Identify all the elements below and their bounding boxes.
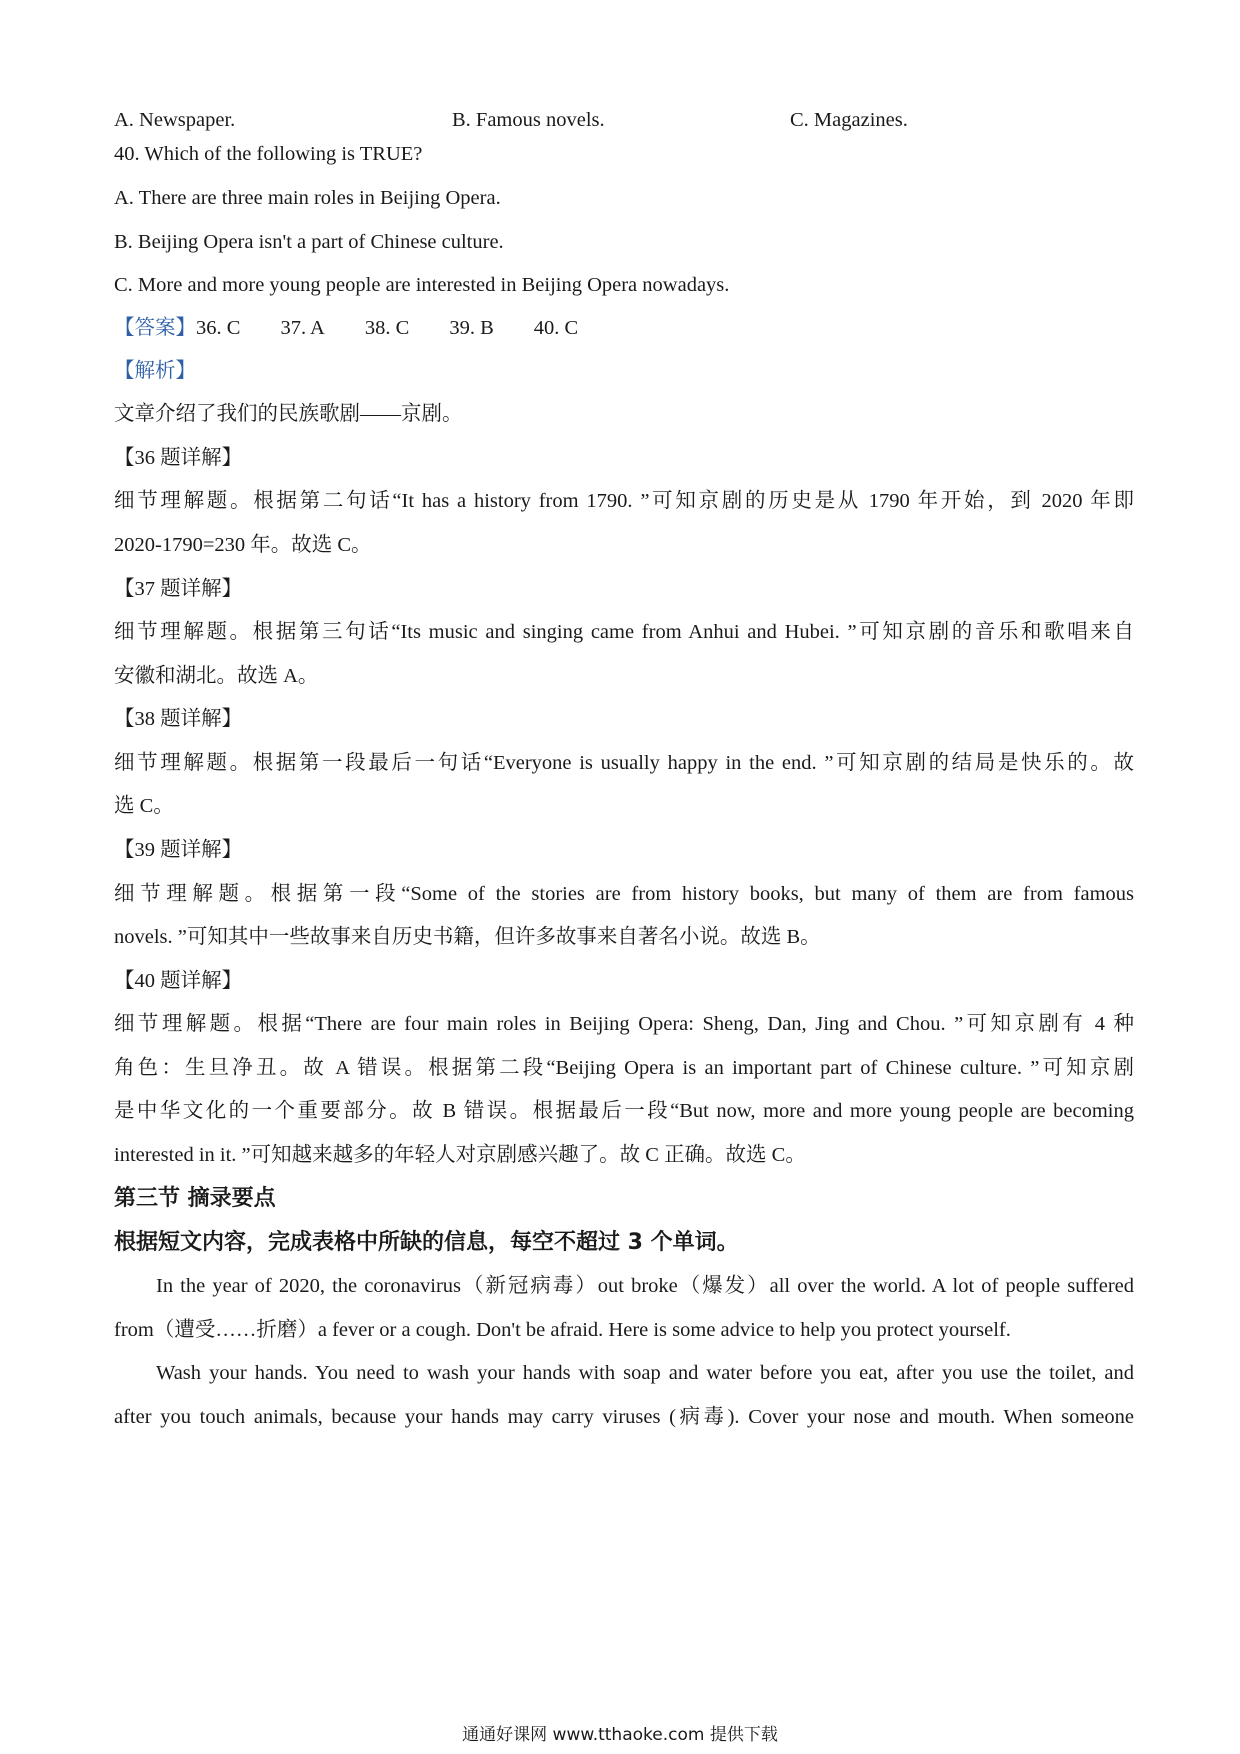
answer-item: 39. B [449, 317, 494, 339]
section-instruction: 根据短文内容，完成表格中所缺的信息，每空不超过 3 个单词。 [114, 1230, 739, 1255]
answer-item: 38. C [364, 317, 410, 339]
q40-option-a: A. There are three main roles in Beijing Opera. [114, 187, 501, 209]
detail-40-line-4: interested in it. ”可知越来越多的年轻人对京剧感兴趣了。故 C 正确。故选 C。 [114, 1144, 806, 1166]
detail-40-line-3: 是中华文化的一个重要部分。故 B 错误。根据最后一段“But now, more and more young people are becoming [114, 1100, 1134, 1122]
analysis-summary: 文章介绍了我们的民族歌剧——京剧。 [114, 403, 463, 425]
q39-option-c: C. Magazines. [790, 109, 908, 131]
detail-title-37: 【37 题详解】 [114, 578, 243, 600]
detail-37-line-2: 安徽和湖北。故选 A。 [114, 665, 319, 687]
passage-para2-line-2: after you touch animals, because your hands may carry viruses (病毒). Cover your nose and mouth. When someone [114, 1406, 1134, 1428]
answer-item: 37. A [280, 317, 325, 339]
q40-option-b: B. Beijing Opera isn't a part of Chinese culture. [114, 231, 504, 253]
answer-label: 【答案】 [114, 317, 196, 339]
answer-item: 36. C [196, 317, 241, 339]
answer-item: 40. C [533, 317, 579, 339]
detail-38-line-1: 细节理解题。根据第一段最后一句话“Everyone is usually happy in the end. ”可知京剧的结局是快乐的。故 [114, 752, 1134, 774]
q39-option-b: B. Famous novels. [452, 109, 605, 131]
detail-37-line-1: 细节理解题。根据第三句话“Its music and singing came from Anhui and Hubei. ”可知京剧的音乐和歌唱来自 [114, 621, 1134, 643]
detail-40-line-2: 角色：生旦净丑。故 A 错误。根据第二段“Beijing Opera is an important part of Chinese culture. ”可知京剧 [114, 1057, 1134, 1079]
analysis-label: 【解析】 [114, 360, 196, 382]
section-heading: 第三节 摘录要点 [114, 1186, 276, 1211]
detail-title-39: 【39 题详解】 [114, 839, 243, 861]
detail-36-line-2: 2020-1790=230 年。故选 C。 [114, 534, 372, 556]
detail-38-line-2: 选 C。 [114, 795, 174, 817]
page-footer: 通通好课网 www.tthaoke.com 提供下载 [462, 1725, 778, 1745]
answer-line [114, 314, 618, 342]
detail-title-36: 【36 题详解】 [114, 447, 243, 469]
detail-40-line-1: 细节理解题。根据“There are four main roles in Beijing Opera: Sheng, Dan, Jing and Chou. ”可知京剧有 4 种 [114, 1013, 1134, 1035]
detail-39-line-2: novels. ”可知其中一些故事来自历史书籍，但许多故事来自著名小说。故选 B。 [114, 926, 821, 948]
detail-title-38: 【38 题详解】 [114, 708, 243, 730]
q39-option-a: A. Newspaper. [114, 109, 236, 131]
detail-36-line-1: 细节理解题。根据第二句话“It has a history from 1790. ”可知京剧的历史是从 1790 年开始，到 2020 年即 [114, 490, 1134, 512]
passage-para1-line-1: In the year of 2020, the coronavirus（新冠病毒）out broke（爆发）all over the world. A lot of people suffered [156, 1275, 1134, 1297]
q40-stem: 40. Which of the following is TRUE? [114, 143, 423, 165]
detail-title-40: 【40 题详解】 [114, 970, 243, 992]
passage-para2-line-1: Wash your hands. You need to wash your hands with soap and water before you eat, after you use the toilet, and [156, 1362, 1134, 1384]
passage-para1-line-2: from（遭受……折磨）a fever or a cough. Don't be afraid. Here is some advice to help you protect yourself. [114, 1319, 1011, 1341]
detail-39-line-1: 细节理解题。根据第一段“Some of the stories are from history books, but many of them are from famous [114, 883, 1134, 905]
q39-options [114, 106, 1134, 134]
q40-option-c: C. More and more young people are interested in Beijing Opera nowadays. [114, 274, 730, 296]
